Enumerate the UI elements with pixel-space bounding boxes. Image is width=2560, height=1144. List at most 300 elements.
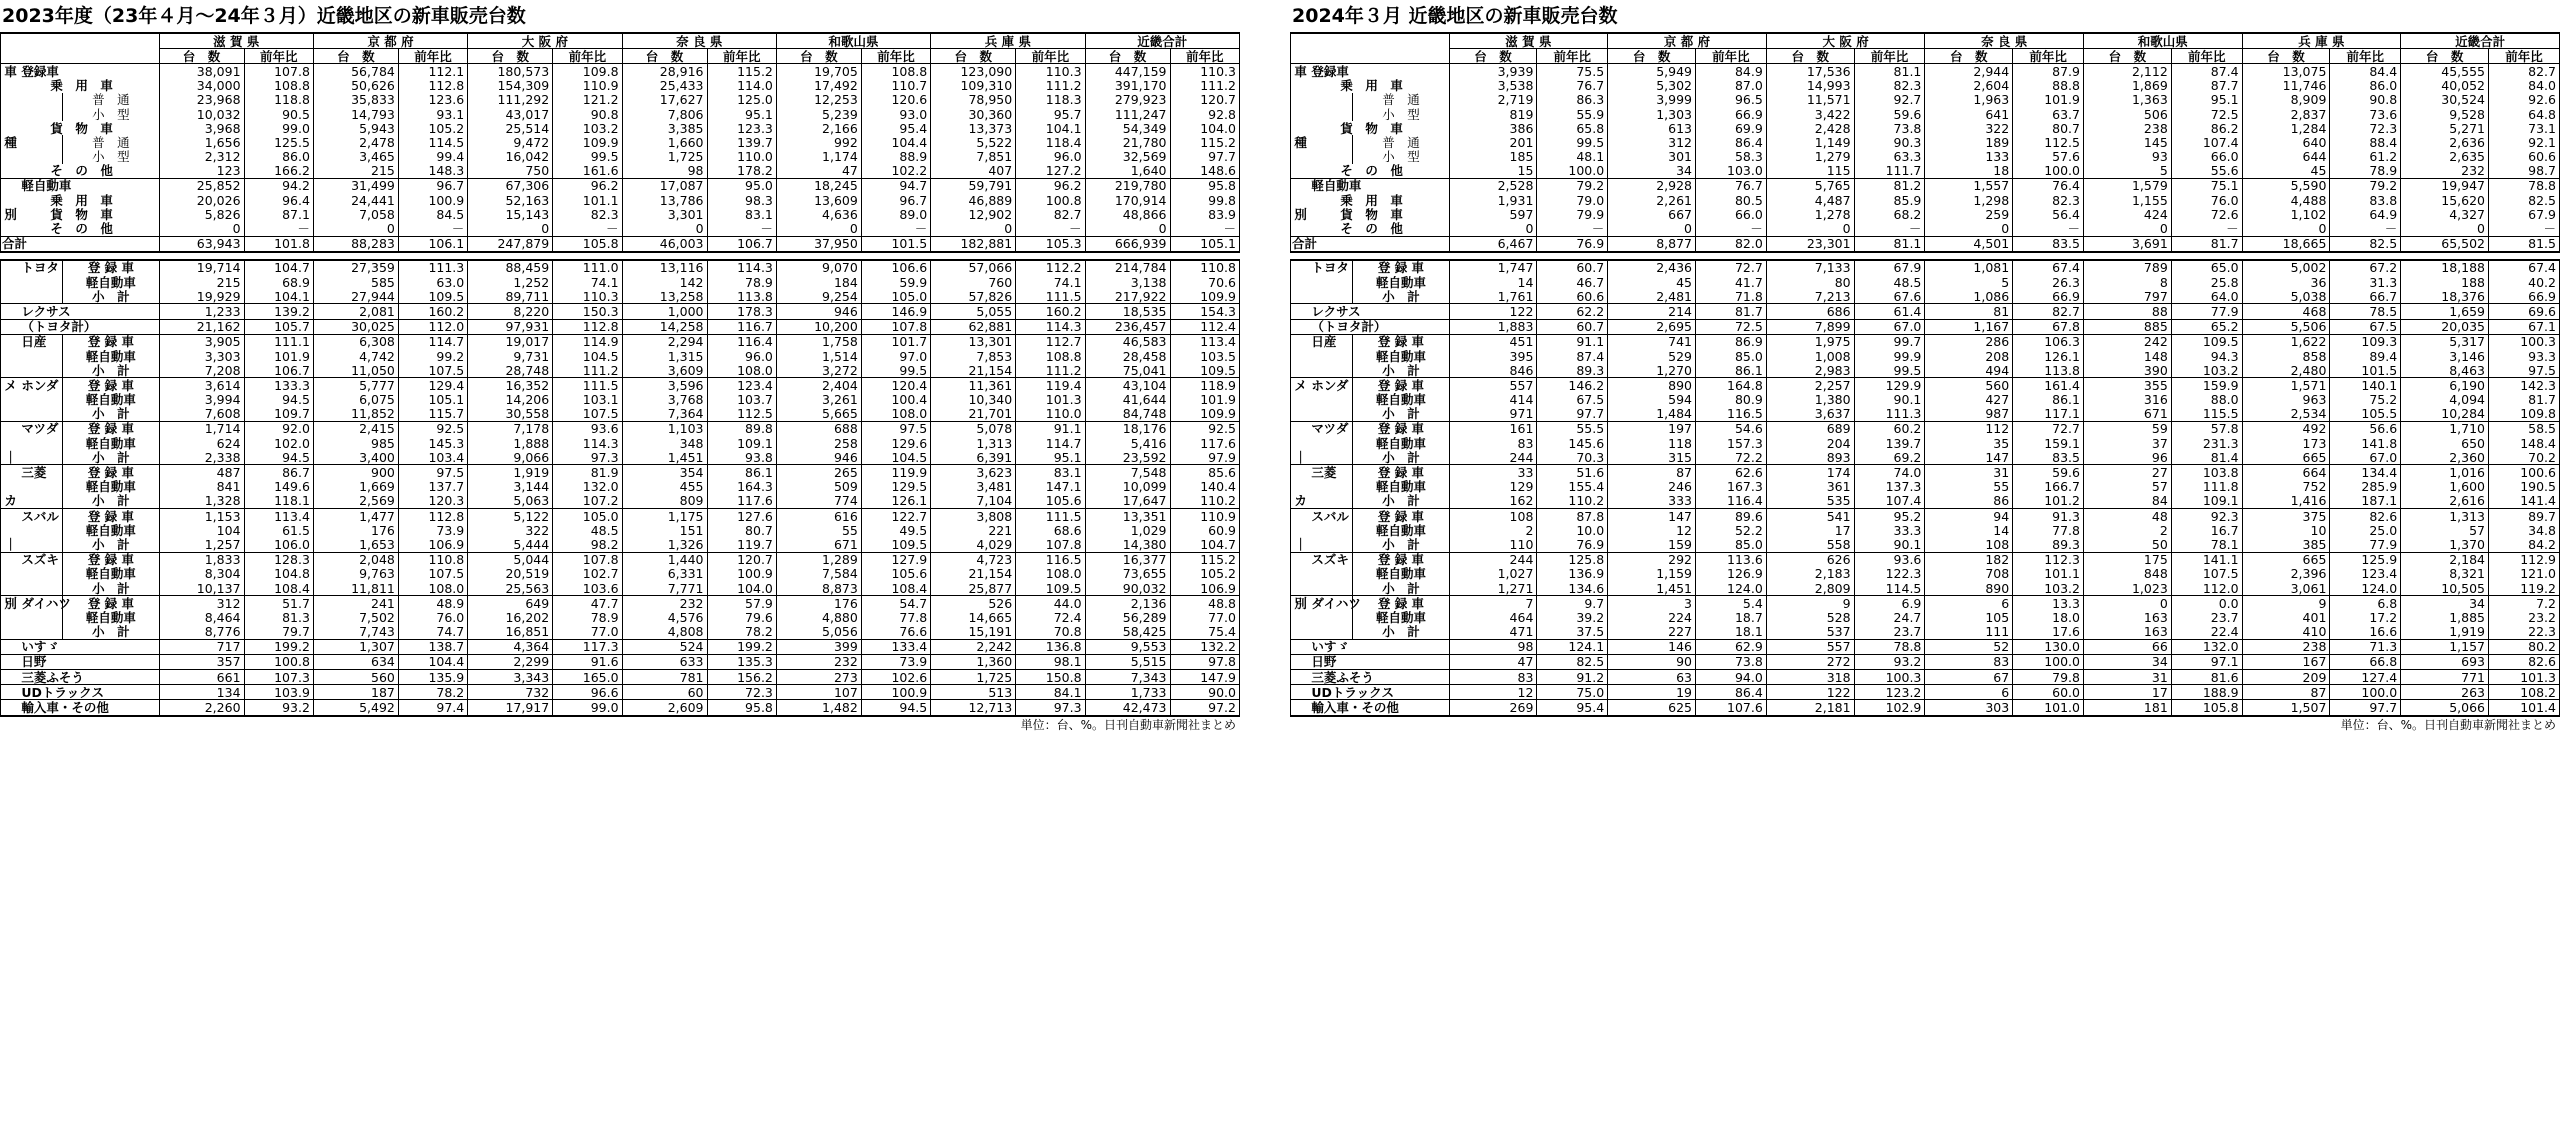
category-side-label: 別: [1291, 207, 1311, 221]
unit-count: 3,808: [931, 509, 1016, 524]
maker-side-label: [1291, 567, 1311, 581]
yoy-ratio: 40.2: [2489, 275, 2560, 289]
maker-name: [1310, 537, 1352, 552]
unit-count: 2,719: [1449, 93, 1537, 107]
yoy-ratio: 129.4: [398, 378, 467, 393]
unit-count: 7,899: [1766, 319, 1854, 334]
yoy-ratio: 94.0: [1696, 670, 1767, 685]
maker-name: [20, 407, 62, 422]
maker-subtype: 小 計: [63, 537, 159, 552]
unit-count: 59: [2083, 421, 2171, 436]
yoy-ratio: 101.5: [2330, 363, 2401, 378]
maker-name: [20, 275, 62, 289]
unit-count: 83: [1449, 436, 1537, 450]
unit-count: 5,444: [468, 537, 553, 552]
yoy-ratio: －: [244, 221, 313, 236]
yoy-ratio: 114.0: [707, 79, 776, 93]
maker-row: [1, 289, 1240, 304]
table-row: [1291, 236, 2560, 252]
maker-row: [1291, 407, 2560, 422]
unit-count: 1,888: [468, 436, 553, 450]
yoy-ratio: 67.0: [2330, 450, 2401, 465]
yoy-ratio: 138.7: [398, 639, 467, 654]
unit-count: 487: [159, 465, 244, 480]
yoy-ratio: 129.6: [861, 436, 930, 450]
unit-count: 227: [1608, 625, 1696, 640]
unit-count: 560: [313, 670, 398, 685]
unit-count: 94: [1925, 509, 2013, 524]
maker-name: [20, 625, 62, 640]
yoy-ratio: 89.4: [2330, 349, 2401, 363]
yoy-ratio: 140.1: [2330, 378, 2401, 393]
maker-row: [1, 393, 1240, 407]
row-label: [1310, 150, 1352, 164]
row-label: [20, 150, 62, 164]
maker-subtype: 登 録 車: [63, 378, 159, 393]
unit-count: 0: [1766, 221, 1854, 236]
yoy-ratio: 111.1: [244, 334, 313, 349]
unit-count: 1,328: [159, 494, 244, 509]
unit-count: 25,433: [622, 79, 707, 93]
maker-side-label: [1291, 363, 1311, 378]
unit-count: 1,149: [1766, 135, 1854, 149]
yoy-ratio: 25.0: [2330, 523, 2401, 537]
unit-count: 2,428: [1766, 121, 1854, 135]
yoy-ratio: 61.5: [244, 523, 313, 537]
maker-name: UDトラックス: [20, 685, 159, 700]
maker-name: スバル: [1310, 509, 1352, 524]
maker-side-label: ｜: [1291, 537, 1311, 552]
unit-count: 3,385: [622, 121, 707, 135]
unit-count: 732: [468, 685, 553, 700]
yoy-ratio: 94.7: [861, 178, 930, 193]
row-label: 乗 用 車: [20, 79, 159, 93]
yoy-ratio: 109.1: [2171, 494, 2242, 509]
unit-count: 7,058: [313, 207, 398, 221]
unit-count: 142: [622, 275, 707, 289]
maker-name: [1310, 610, 1352, 624]
yoy-ratio: 72.3: [707, 685, 776, 700]
unit-count: 80: [1766, 275, 1854, 289]
yoy-ratio: 178.2: [707, 164, 776, 179]
units-header: 台 数: [1766, 49, 1854, 64]
unit-count: 17,536: [1766, 64, 1854, 79]
maker-subtype: 軽自動車: [1353, 523, 1449, 537]
unit-count: 9,254: [776, 289, 861, 304]
yoy-ratio: 81.7: [2489, 393, 2560, 407]
yoy-ratio: 113.8: [2013, 363, 2084, 378]
yoy-ratio: 89.0: [861, 207, 930, 221]
unit-count: 201: [1449, 135, 1537, 149]
unit-count: 108: [1449, 509, 1537, 524]
unit-count: 112: [1925, 421, 2013, 436]
ratio-header: 前年比: [1537, 49, 1608, 64]
table-row: [1291, 79, 2560, 93]
row-sublabel: 小 型: [1353, 150, 1449, 164]
unit-count: 322: [1925, 121, 2013, 135]
maker-name: [1310, 436, 1352, 450]
yoy-ratio: 81.6: [2171, 670, 2242, 685]
yoy-ratio: 67.1: [2489, 319, 2560, 334]
yoy-ratio: 70.3: [1537, 450, 1608, 465]
yoy-ratio: 60.6: [2489, 150, 2560, 164]
unit-count: 410: [2242, 625, 2330, 640]
yoy-ratio: －: [1696, 221, 1767, 236]
yoy-ratio: 48.1: [1537, 150, 1608, 164]
unit-count: 224: [1608, 610, 1696, 624]
unit-count: 395: [1449, 349, 1537, 363]
unit-count: 62,881: [931, 319, 1016, 334]
yoy-ratio: 113.4: [244, 509, 313, 524]
table-row: [1291, 178, 2560, 193]
yoy-ratio: 66.9: [2489, 289, 2560, 304]
unit-count: 1,103: [622, 421, 707, 436]
unit-count: 15: [1449, 164, 1537, 179]
yoy-ratio: 87.0: [1696, 79, 1767, 93]
yoy-ratio: 26.3: [2013, 275, 2084, 289]
yoy-ratio: 118.1: [244, 494, 313, 509]
unit-count: 16,377: [1085, 552, 1170, 567]
unit-count: 1,571: [2242, 378, 2330, 393]
yoy-ratio: 125.0: [707, 93, 776, 107]
unit-count: 7,208: [159, 363, 244, 378]
unit-count: 17: [2083, 685, 2171, 700]
maker-side-label: メ: [1, 378, 21, 393]
yoy-ratio: 104.5: [861, 450, 930, 465]
unit-count: 1,270: [1608, 363, 1696, 378]
unit-count: 56,289: [1085, 610, 1170, 624]
unit-count: 63: [1608, 670, 1696, 685]
category-side-label: 合計: [1291, 236, 1450, 252]
maker-row: [1291, 610, 2560, 624]
yoy-ratio: 34.8: [2489, 523, 2560, 537]
maker-name: 日野: [20, 654, 159, 669]
yoy-ratio: 95.1: [707, 107, 776, 121]
yoy-ratio: 96.7: [861, 193, 930, 207]
unit-count: 6: [1925, 596, 2013, 611]
unit-count: 4,723: [931, 552, 1016, 567]
unit-count: 318: [1766, 670, 1854, 685]
yoy-ratio: 109.9: [553, 135, 622, 149]
unit-count: 19,017: [468, 334, 553, 349]
category-side-label: [1, 107, 21, 121]
yoy-ratio: －: [2013, 221, 2084, 236]
unit-count: 312: [1608, 135, 1696, 149]
maker-side-label: [1, 581, 21, 596]
yoy-ratio: 101.4: [2489, 700, 2560, 716]
yoy-ratio: 135.9: [398, 670, 467, 685]
unit-count: 258: [776, 436, 861, 450]
maker-subtype: 小 計: [63, 625, 159, 640]
yoy-ratio: 101.1: [2013, 567, 2084, 581]
yoy-ratio: 155.4: [1537, 480, 1608, 494]
yoy-ratio: 88.0: [2171, 393, 2242, 407]
yoy-ratio: 146.2: [1537, 378, 1608, 393]
yoy-ratio: 132.0: [553, 480, 622, 494]
maker-subtype: 登 録 車: [1353, 596, 1449, 611]
yoy-ratio: 105.8: [553, 236, 622, 252]
yoy-ratio: 161.6: [553, 164, 622, 179]
unit-count: 18,665: [2242, 236, 2330, 252]
maker-subtype: 小 計: [63, 363, 159, 378]
unit-count: 40,052: [2401, 79, 2489, 93]
yoy-ratio: 101.8: [244, 236, 313, 252]
yoy-ratio: 84.5: [398, 207, 467, 221]
maker-subtype: 軽自動車: [63, 275, 159, 289]
unit-count: 0: [1085, 221, 1170, 236]
category-side-label: [1, 178, 21, 193]
maker-side-label: ｜: [1291, 450, 1311, 465]
yoy-ratio: 105.2: [1170, 567, 1239, 581]
yoy-ratio: 56.4: [2013, 207, 2084, 221]
unit-count: 19,929: [159, 289, 244, 304]
maker-name: [20, 610, 62, 624]
table-row: [1, 121, 1240, 135]
unit-count: 355: [2083, 378, 2171, 393]
unit-count: 244: [1449, 552, 1537, 567]
unit-count: 105: [1925, 610, 2013, 624]
unit-count: 893: [1766, 450, 1854, 465]
yoy-ratio: 18.0: [2013, 610, 2084, 624]
unit-count: 985: [313, 436, 398, 450]
unit-count: 686: [1766, 304, 1854, 319]
yoy-ratio: 65.0: [2171, 260, 2242, 275]
yoy-ratio: 99.4: [398, 150, 467, 164]
yoy-ratio: 108.0: [707, 363, 776, 378]
unit-count: 5,038: [2242, 289, 2330, 304]
yoy-ratio: 93.3: [2489, 349, 2560, 363]
yoy-ratio: 112.9: [2489, 552, 2560, 567]
region-header: 近畿合計: [1085, 33, 1239, 49]
yoy-ratio: 95.4: [1537, 700, 1608, 716]
yoy-ratio: 25.8: [2171, 275, 2242, 289]
yoy-ratio: 22.4: [2171, 625, 2242, 640]
yoy-ratio: －: [1854, 221, 1925, 236]
yoy-ratio: 126.1: [2013, 349, 2084, 363]
unit-count: 187: [313, 685, 398, 700]
yoy-ratio: 111.3: [398, 260, 467, 275]
yoy-ratio: 86.4: [1696, 685, 1767, 700]
unit-count: 5,943: [313, 121, 398, 135]
yoy-ratio: 54.7: [861, 596, 930, 611]
category-side-label: [1, 121, 21, 135]
maker-name: マツダ: [1310, 421, 1352, 436]
yoy-ratio: 154.3: [1170, 304, 1239, 319]
yoy-ratio: 62.6: [1696, 465, 1767, 480]
yoy-ratio: 85.0: [1696, 349, 1767, 363]
maker-name: 三菱: [20, 465, 62, 480]
unit-count: 48,866: [1085, 207, 1170, 221]
unit-count: 1,622: [2242, 334, 2330, 349]
unit-count: 236,457: [1085, 319, 1170, 334]
yoy-ratio: 82.5: [1537, 654, 1608, 669]
yoy-ratio: 110.3: [1170, 64, 1239, 79]
maker-subtype: 軽自動車: [63, 480, 159, 494]
yoy-ratio: 111.5: [1016, 289, 1085, 304]
unit-count: 188: [2401, 275, 2489, 289]
yoy-ratio: 100.3: [2489, 334, 2560, 349]
maker-side-label: [1, 639, 21, 654]
yoy-ratio: 119.7: [707, 537, 776, 552]
yoy-ratio: 119.4: [1016, 378, 1085, 393]
unit-count: 215: [313, 164, 398, 179]
yoy-ratio: 61.4: [1854, 304, 1925, 319]
unit-count: 57: [2401, 523, 2489, 537]
table-right: [1290, 0, 2560, 733]
unit-count: 1,714: [159, 421, 244, 436]
maker-side-label: [1291, 334, 1311, 349]
unit-count: 558: [1766, 537, 1854, 552]
yoy-ratio: 97.3: [553, 450, 622, 465]
yoy-ratio: 88.4: [2330, 135, 2401, 149]
ratio-header: 前年比: [707, 49, 776, 64]
row-label: 貨 物 車: [1310, 207, 1449, 221]
maker-side-label: [1, 552, 21, 567]
unit-count: 11,050: [313, 363, 398, 378]
maker-side-label: [1, 363, 21, 378]
yoy-ratio: 145.3: [398, 436, 467, 450]
unit-count: 38,091: [159, 64, 244, 79]
yoy-ratio: 86.9: [1696, 334, 1767, 349]
table-left: [0, 0, 1240, 733]
unit-count: 146: [1608, 639, 1696, 654]
category-side-label: [1, 164, 21, 179]
maker-side-label: [1291, 625, 1311, 640]
yoy-ratio: 107.5: [398, 363, 467, 378]
yoy-ratio: 79.2: [1537, 178, 1608, 193]
yoy-ratio: 82.7: [1016, 207, 1085, 221]
yoy-ratio: 97.7: [1170, 150, 1239, 164]
yoy-ratio: 103.0: [1696, 164, 1767, 179]
maker-name: [20, 581, 62, 596]
yoy-ratio: 57.6: [2013, 150, 2084, 164]
yoy-ratio: 102.9: [1854, 700, 1925, 716]
unit-count: 0: [159, 221, 244, 236]
unit-count: 526: [931, 596, 1016, 611]
yoy-ratio: 105.3: [1016, 236, 1085, 252]
source-footnote: 単位：台、%。日刊自動車新聞社まとめ: [1020, 717, 1236, 732]
yoy-ratio: 103.8: [2171, 465, 2242, 480]
maker-name: トヨタ: [1311, 260, 1349, 276]
unit-count: 214,784: [1085, 260, 1170, 275]
maker-name: いすゞ: [20, 639, 159, 654]
unit-count: 797: [2083, 289, 2171, 304]
table-row: [1291, 93, 2560, 107]
unit-count: 90: [1608, 654, 1696, 669]
unit-count: 88,283: [313, 236, 398, 252]
yoy-ratio: 104.0: [707, 581, 776, 596]
category-side-label: 種: [1291, 135, 1311, 149]
yoy-ratio: 111.3: [1854, 407, 1925, 422]
yoy-ratio: 75.2: [2330, 393, 2401, 407]
unit-count: 3,939: [1449, 64, 1537, 79]
yoy-ratio: 82.7: [2489, 64, 2560, 79]
maker-row: [1, 480, 1240, 494]
unit-count: 0: [2083, 221, 2171, 236]
unit-count: 59,791: [931, 178, 1016, 193]
maker-subtype: 登 録 車: [63, 260, 159, 275]
yoy-ratio: 89.3: [1537, 363, 1608, 378]
yoy-ratio: 16.7: [2171, 523, 2242, 537]
unit-count: 65,502: [2401, 236, 2489, 252]
row-label: [20, 135, 62, 149]
unit-count: 9,731: [468, 349, 553, 363]
yoy-ratio: 79.7: [244, 625, 313, 640]
unit-count: 122: [1766, 685, 1854, 700]
unit-count: 1,660: [622, 135, 707, 149]
yoy-ratio: 122.7: [861, 509, 930, 524]
yoy-ratio: 117.6: [1170, 436, 1239, 450]
maker-subtype: 登 録 車: [63, 421, 159, 436]
unit-count: 750: [468, 164, 553, 179]
yoy-ratio: 91.3: [2013, 509, 2084, 524]
unit-count: 1,833: [159, 552, 244, 567]
maker-row: [1, 421, 1240, 436]
yoy-ratio: 89.8: [707, 421, 776, 436]
row-label: 乗 用 車: [1310, 79, 1449, 93]
unit-count: 4,094: [2401, 393, 2489, 407]
region-header: 兵 庫 県: [2242, 33, 2401, 49]
yoy-ratio: 49.5: [861, 523, 930, 537]
yoy-ratio: 159.9: [2171, 378, 2242, 393]
unit-count: 7: [1449, 596, 1537, 611]
unit-count: 1,252: [468, 275, 553, 289]
unit-count: 28,916: [622, 64, 707, 79]
unit-count: 5,122: [468, 509, 553, 524]
yoy-ratio: 127.6: [707, 509, 776, 524]
yoy-ratio: －: [2171, 221, 2242, 236]
unit-count: 9,528: [2401, 107, 2489, 121]
unit-count: 664: [2242, 465, 2330, 480]
unit-count: 34,000: [159, 79, 244, 93]
unit-count: 447,159: [1085, 64, 1170, 79]
yoy-ratio: 10.0: [1537, 523, 1608, 537]
unit-count: 301: [1608, 150, 1696, 164]
yoy-ratio: 77.9: [2330, 537, 2401, 552]
yoy-ratio: 103.5: [1170, 349, 1239, 363]
maker-side-label: [1, 610, 21, 624]
yoy-ratio: 109.5: [1170, 363, 1239, 378]
row-sublabel: 普 通: [1353, 93, 1449, 107]
units-header: 台 数: [2083, 49, 2171, 64]
yoy-ratio: 119.2: [2489, 581, 2560, 596]
unit-count: 3,144: [468, 480, 553, 494]
region-header: 近畿合計: [2401, 33, 2560, 49]
unit-count: 634: [313, 654, 398, 669]
yoy-ratio: 149.6: [244, 480, 313, 494]
yoy-ratio: 89.6: [1696, 509, 1767, 524]
maker-name: [20, 494, 62, 509]
ratio-header: 前年比: [553, 49, 622, 64]
maker-side-label: [1, 319, 21, 334]
yoy-ratio: 114.7: [1016, 436, 1085, 450]
yoy-ratio: 94.5: [244, 450, 313, 465]
category-side-label: 種: [1, 135, 21, 149]
unit-count: 19,714: [159, 260, 244, 275]
unit-count: 3,609: [622, 363, 707, 378]
yoy-ratio: 93.6: [553, 421, 622, 436]
unit-count: 57,826: [931, 289, 1016, 304]
maker-name: 三菱ふそう: [1310, 670, 1449, 685]
unit-count: 8,464: [159, 610, 244, 624]
unit-count: 56,784: [313, 64, 398, 79]
unit-count: 1,303: [1608, 107, 1696, 121]
unit-count: 841: [159, 480, 244, 494]
unit-count: 83: [1449, 670, 1537, 685]
unit-count: 890: [1925, 581, 2013, 596]
unit-count: 279,923: [1085, 93, 1170, 107]
unit-count: 163: [2083, 610, 2171, 624]
